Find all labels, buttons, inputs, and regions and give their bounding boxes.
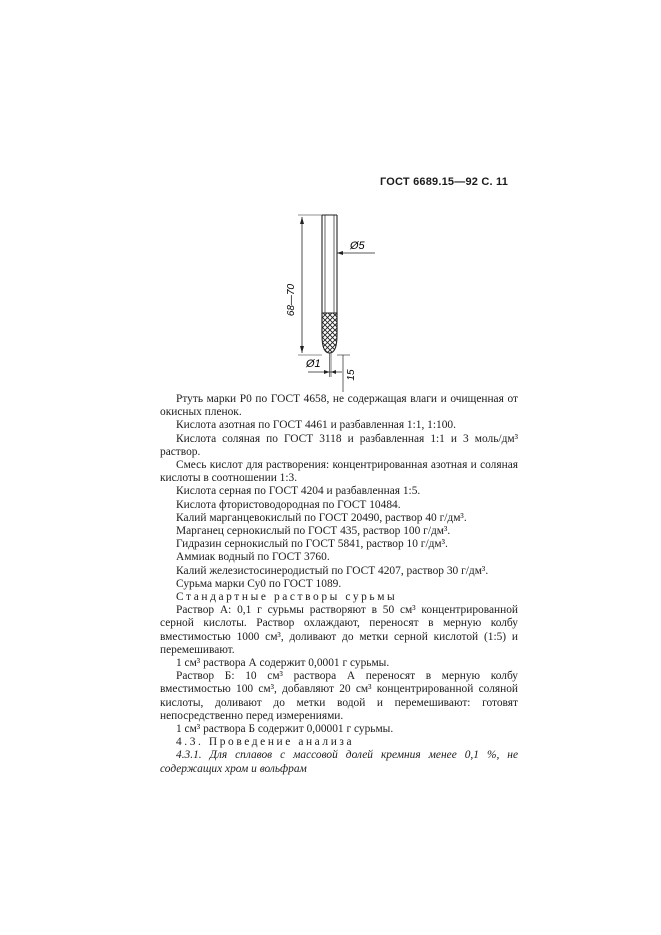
reagents-text [160, 393, 518, 776]
top-diameter-label: Ø5 [350, 240, 365, 252]
paragraph: Кислота фтористоводородная по ГОСТ 10484. [176, 498, 401, 511]
paragraph: Кислота серная по ГОСТ 4204 и разбавленная 1:5. [176, 485, 421, 498]
paragraph: Кислота азотная по ГОСТ 4461 и разбавленная 1:1, 1:100. [176, 419, 456, 432]
paragraph: Кислота соляная по ГОСТ 3118 и разбавленная 1:1 и 3 моль/дм³ раствор. [160, 432, 518, 458]
bottom-diameter-label: Ø1 [306, 358, 321, 370]
paragraph: Сурьма марки Су0 по ГОСТ 1089. [176, 577, 342, 590]
paragraph: Калий железистосинеродистый по ГОСТ 4207, раствор 30 г/дм³. [176, 564, 489, 577]
section-heading: 4.3. Проведение анализа [176, 736, 355, 749]
tip-dimension: 15 [346, 369, 357, 381]
paragraph: 1 см³ раствора Б содержит 0,00001 г сурьмы. [176, 723, 394, 736]
paragraph: 1 см³ раствора А содержит 0,0001 г сурьмы. [176, 657, 390, 670]
test-tube-drawing [286, 205, 380, 395]
paragraph: Ртуть марки Р0 по ГОСТ 4658, не содержащая влаги и очищенная от окисных пленок. [160, 393, 518, 419]
paragraph: Раствор Б: 10 см³ раствора А переносят в мерную колбу вместимостью 100 см³, добавляют 20 см³ концентрированной соляной кислоты, доливают до метки водой и перемешивают: готовят непосредственно перед измерениями. [160, 670, 518, 722]
paragraph: Гидразин сернокислый по ГОСТ 5841, раствор 10 г/дм³. [176, 538, 448, 551]
paragraph: Марганец сернокислый по ГОСТ 435, раствор 100 г/дм³. [176, 525, 451, 538]
length-dimension: 68—70 [286, 283, 297, 317]
paragraph: Аммиак водный по ГОСТ 3760. [176, 551, 330, 564]
page-header: ГОСТ 6689.15—92 С. 11 [380, 176, 509, 188]
paragraph: Смесь кислот для растворения: концентрированная азотная и соляная кислоты в соотношении 1:3. [160, 459, 518, 485]
subheading: Стандартные растворы сурьмы [176, 591, 398, 604]
paragraph: Калий марганцевокислый по ГОСТ 20490, раствор 40 г/дм³. [176, 511, 467, 524]
subsection-heading: 4.3.1. Для сплавов с массовой долей кремния менее 0,1 %, не содержащих хром и вольфрам [160, 749, 518, 775]
paragraph: Раствор А: 0,1 г сурьмы растворяют в 50 см³ концентрированной серной кислоты. Раствор охлаждают, переносят в мерную колбу вместимостью 1000 см³, доливают до метки серной кислотой (1:5) и перемешивают. [160, 604, 518, 656]
